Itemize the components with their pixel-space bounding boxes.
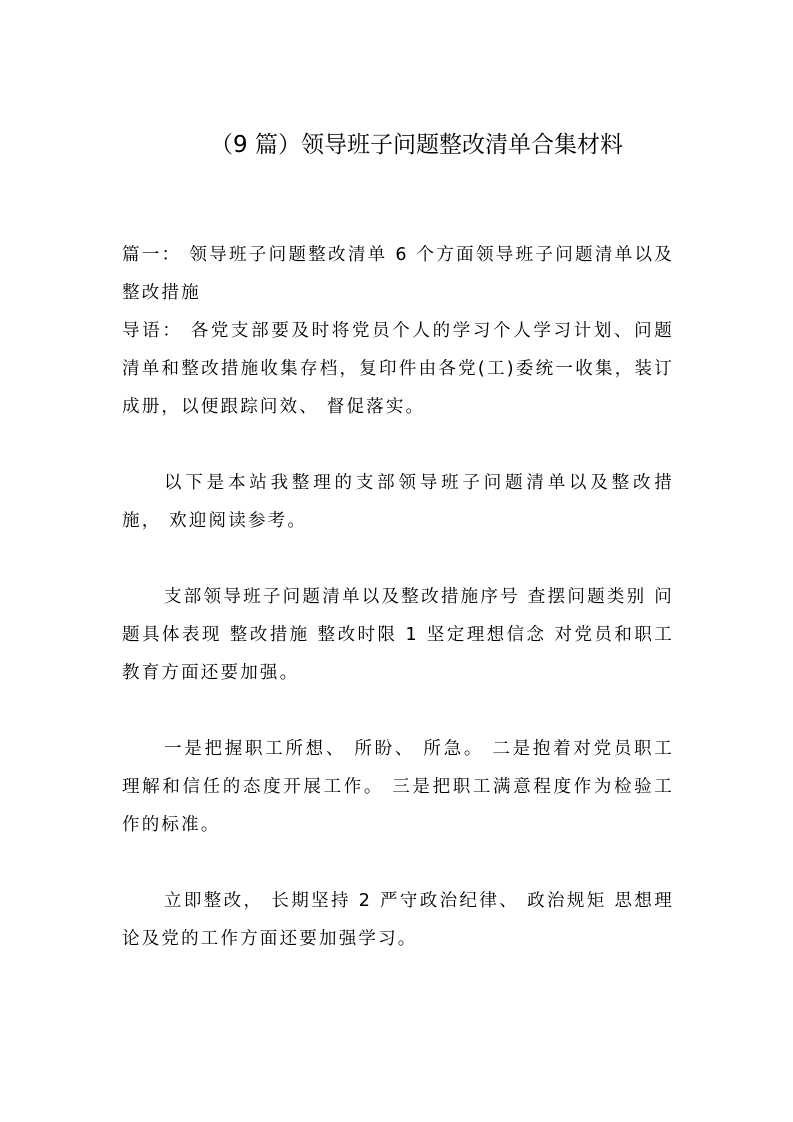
document-body xyxy=(122,236,674,958)
paragraph-item-two: 立即整改， 长期坚持 2 严守政治纪律、 政治规矩 思想理论及党的工作方面还要加强学习。 xyxy=(122,891,674,949)
paragraph-checklist-header: 支部领导班子问题清单以及整改措施序号 查摆问题类别 问题具体表现 整改措施 整改时限 1 坚定理想信念 对党员和职工教育方面还要加强。 xyxy=(122,587,674,683)
paragraph-reading-note: 以下是本站我整理的支部领导班子问题清单以及整改措施， 欢迎阅读参考。 xyxy=(122,473,674,531)
paragraph-chapter-heading: 篇一： 领导班子问题整改清单 6 个方面领导班子问题清单以及整改措施 xyxy=(122,245,674,303)
paragraph-measures: 一是把握职工所想、 所盼、 所急。 二是抱着对党员职工理解和信任的态度开展工作。 三是把职工满意程度作为检验工作的标准。 xyxy=(122,739,674,835)
paragraph-intro: 导语： 各党支部要及时将党员个人的学习个人学习计划、问题清单和整改措施收集存档，复印件由各党(工)委统一收集，装订成册，以便跟踪问效、 督促落实。 xyxy=(122,321,674,417)
document-title: （9 篇）领导班子问题整改清单合集材料 xyxy=(210,132,623,158)
